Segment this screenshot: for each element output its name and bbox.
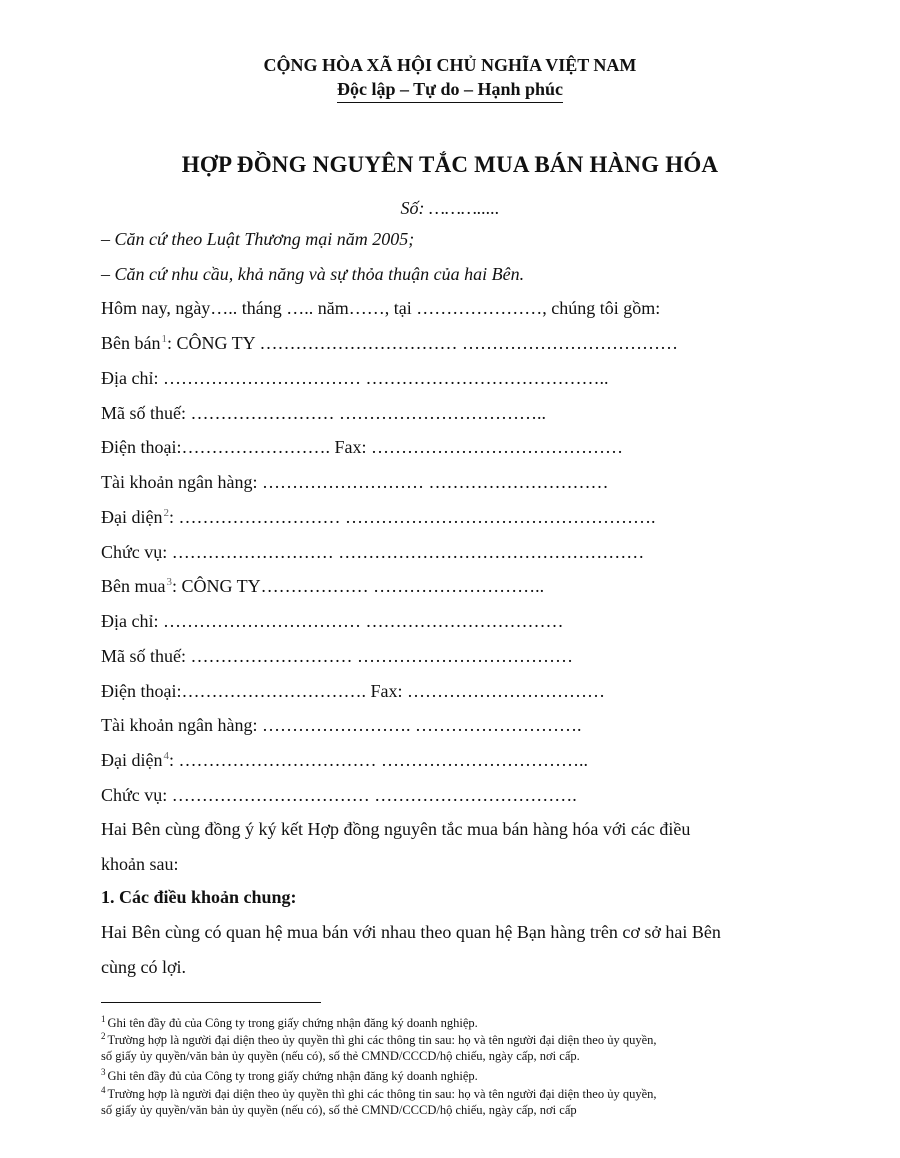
legal-basis-1: – Căn cứ theo Luật Thương mại năm 2005; bbox=[101, 229, 415, 249]
buyer-tax-code: Mã số thuế: ……………………… ……………………………… bbox=[101, 646, 573, 666]
buyer-address: Địa chỉ: …………………………… …………………………… bbox=[101, 611, 564, 631]
footnote-ref-1: 1 bbox=[161, 333, 167, 345]
seller-rep-label: Đại diện bbox=[101, 507, 163, 527]
buyer-bank-account: Tài khoản ngân hàng: ……………………. ………………………. bbox=[101, 715, 582, 735]
seller-representative bbox=[101, 507, 656, 528]
buyer-rep-label: Đại diện bbox=[101, 750, 163, 770]
motto: Độc lập – Tự do – Hạnh phúc bbox=[337, 79, 563, 103]
seller-phone-fax: Điện thoại:……………………. Fax: …………………………………… bbox=[101, 437, 623, 457]
section-1-line-2: cùng có lợi. bbox=[101, 957, 186, 977]
seller-label: Bên bán bbox=[101, 333, 161, 353]
section-1-heading: 1. Các điều khoản chung: bbox=[101, 887, 297, 907]
footnote-3-number: 3 bbox=[101, 1067, 106, 1077]
footnote-1-number: 1 bbox=[101, 1014, 106, 1024]
footnote-4-cont: số giấy ủy quyền/văn bản ủy quyền (nếu có), số thẻ CMND/CCCD/hộ chiếu, ngày cấp, nơi cấp bbox=[101, 1103, 577, 1117]
contract-title: HỢP ĐỒNG NGUYÊN TẮC MUA BÁN HÀNG HÓA bbox=[181, 152, 719, 177]
footnote-2-cont: số giấy ủy quyền/văn bản ủy quyền (nếu có), số thẻ CMND/CCCD/hộ chiếu, ngày cấp, nơi cấp. bbox=[101, 1049, 580, 1063]
footnote-ref-2: 2 bbox=[163, 507, 169, 519]
footnote-ref-4: 4 bbox=[163, 750, 169, 762]
buyer-line bbox=[101, 576, 544, 597]
legal-basis-2: – Căn cứ nhu cầu, khả năng và sự thỏa thuận của hai Bên. bbox=[101, 264, 525, 284]
footnote-4-number: 4 bbox=[101, 1085, 106, 1095]
seller-rep-value: : ……………………… ……………………………………………. bbox=[168, 507, 656, 527]
footnote-1 bbox=[101, 1014, 478, 1031]
seller-address: Địa chỉ: …………………………… ………………………………….. bbox=[101, 368, 609, 388]
footnote-2 bbox=[101, 1031, 657, 1048]
agreement-line-1: Hai Bên cùng đồng ý ký kết Hợp đồng nguyên tắc mua bán hàng hóa với các điều bbox=[101, 819, 691, 839]
footnote-4 bbox=[101, 1085, 657, 1102]
buyer-label: Bên mua bbox=[101, 576, 166, 596]
footnote-3-text: Ghi tên đầy đủ của Công ty trong giấy chứng nhận đăng ký doanh nghiệp. bbox=[107, 1069, 478, 1083]
footnote-3 bbox=[101, 1067, 478, 1084]
buyer-rep-value: : …………………………… …………………………….. bbox=[168, 750, 588, 770]
buyer-company: : CÔNG TY……………… ……………………….. bbox=[172, 576, 545, 596]
footnote-1-text: Ghi tên đầy đủ của Công ty trong giấy chứng nhận đăng ký doanh nghiệp. bbox=[107, 1016, 478, 1030]
footnote-4-text-a: Trường hợp là người đại diện theo ủy quyền thì ghi các thông tin sau: họ và tên người đại diện theo ủy quyền, bbox=[107, 1087, 657, 1101]
meeting-date-line: Hôm nay, ngày….. tháng ….. năm……, tại …………………, chúng tôi gồm: bbox=[101, 298, 661, 318]
seller-line bbox=[101, 333, 678, 354]
seller-bank-account: Tài khoản ngân hàng: ……………………… ………………………… bbox=[101, 472, 609, 492]
agreement-line-2: khoản sau: bbox=[101, 854, 179, 874]
footnote-2-text-a: Trường hợp là người đại diện theo ủy quyền thì ghi các thông tin sau: họ và tên người đại diện theo ủy quyền, bbox=[107, 1033, 657, 1047]
footnote-ref-3: 3 bbox=[166, 576, 172, 588]
footnote-2-number: 2 bbox=[101, 1031, 106, 1041]
contract-number: Số: ………..... bbox=[400, 198, 500, 218]
seller-position: Chức vụ: ……………………… …………………………………………… bbox=[101, 542, 645, 562]
buyer-position: Chức vụ: …………………………… ……………………………. bbox=[101, 785, 577, 805]
buyer-representative bbox=[101, 750, 588, 771]
nation-heading: CỘNG HÒA XÃ HỘI CHỦ NGHĨA VIỆT NAM bbox=[263, 55, 637, 75]
buyer-phone-fax: Điện thoại:…………………………. Fax: …………………………… bbox=[101, 681, 605, 701]
footnote-separator bbox=[101, 1002, 321, 1003]
motto-wrapper bbox=[0, 79, 900, 103]
seller-company: : CÔNG TY …………………………… ……………………………… bbox=[166, 333, 678, 353]
seller-tax-code: Mã số thuế: …………………… …………………………….. bbox=[101, 403, 546, 423]
section-1-line-1: Hai Bên cùng có quan hệ mua bán với nhau theo quan hệ Bạn hàng trên cơ sở hai Bên bbox=[101, 922, 721, 942]
